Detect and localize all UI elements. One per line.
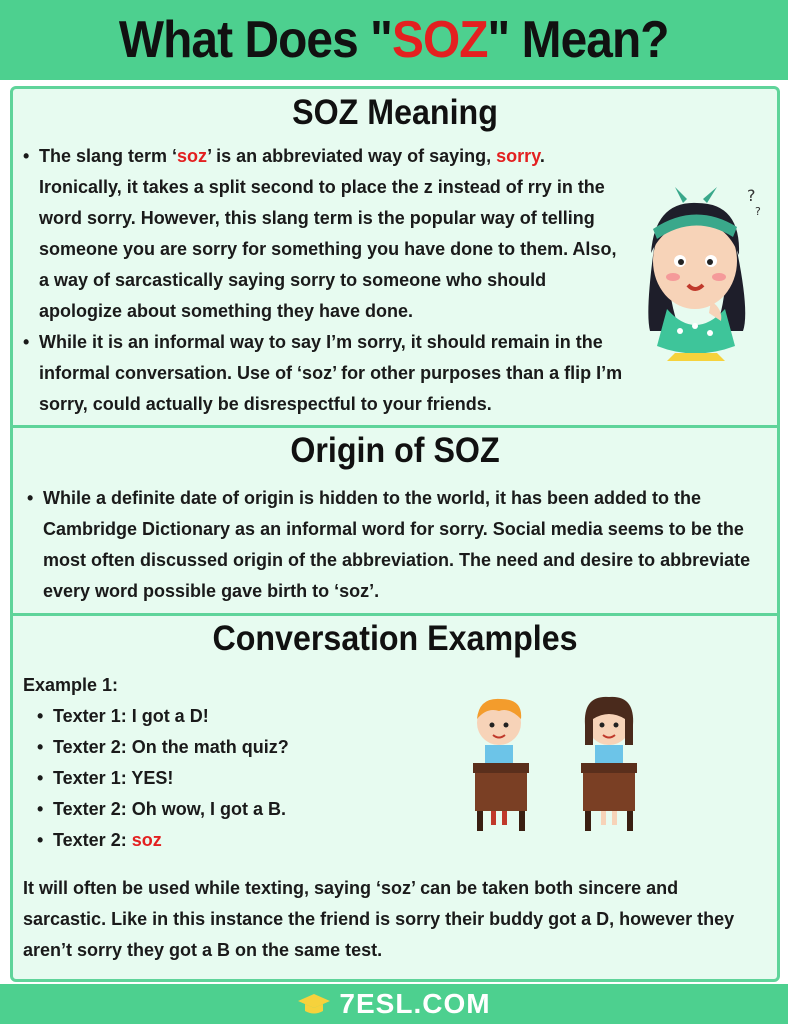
- page-title: What Does "SOZ" Mean?: [119, 11, 669, 69]
- confused-girl-illustration: [625, 181, 765, 361]
- origin-title: Origin of SOZ: [290, 431, 500, 470]
- conversation-list: [37, 701, 289, 856]
- origin-bullet-1: • While a definite date of origin is hidden to the world, it has been added to the Cambridge Dictionary as an informal word for sorry. Social media seems to be the most often discussed origin of the abbreviation. The need and desire to abbreviate every word possible gave birth to ‘soz’.: [27, 483, 763, 607]
- meaning-list: [23, 141, 623, 420]
- meaning-title: SOZ Meaning: [292, 93, 498, 132]
- page-footer: [0, 984, 788, 1024]
- conversation-line: • Texter 1: I got a D!: [37, 701, 289, 732]
- footer-brand: 7ESL.COM: [297, 988, 490, 1020]
- students-at-desks-illustration: [459, 695, 659, 835]
- section-divider-1: [13, 425, 777, 428]
- conversation-line: • Texter 2: Oh wow, I got a B.: [37, 794, 289, 825]
- closing-paragraph: It will often be used while texting, saying ‘soz’ can be taken both sincere and sarcastic. Like in this instance the friend is sorry their buddy got a D, however they aren’t sorry they got a B on the same test.: [23, 878, 735, 960]
- conversation-line: • Texter 1: YES!: [37, 763, 289, 794]
- example-label: Example 1:: [23, 675, 119, 695]
- svg-text:?: ?: [755, 205, 761, 218]
- title-accent: SOZ: [392, 11, 488, 69]
- section-divider-2: [13, 613, 777, 616]
- meaning-bullet-2: • While it is an informal way to say I’m sorry, it should remain in the informal conversation. Use of ‘soz’ for other purposes than a flip I’m sorry, could actually be disrespectful to your friends.: [23, 327, 623, 420]
- page-header: [0, 0, 788, 80]
- graduation-cap-icon: [297, 992, 331, 1016]
- meaning-bullet-1: • The slang term ‘soz’ is an abbreviated way of saying, sorry. Ironically, it takes a split second to place the z instead of rry in the word sorry. However, this slang term is the popular way of telling someone you are sorry for something you have done to them. Also, a way of sarcastically saying sorry to someone who should apologize about something they have done.: [23, 141, 623, 327]
- conversation-line: • Texter 2: On the math quiz?: [37, 732, 289, 763]
- origin-list: [27, 483, 763, 607]
- conversation-line-last: • Texter 2: soz: [37, 825, 289, 856]
- content-panel: [10, 86, 780, 982]
- svg-text:?: ?: [747, 186, 756, 205]
- conversation-title: Conversation Examples: [212, 619, 578, 658]
